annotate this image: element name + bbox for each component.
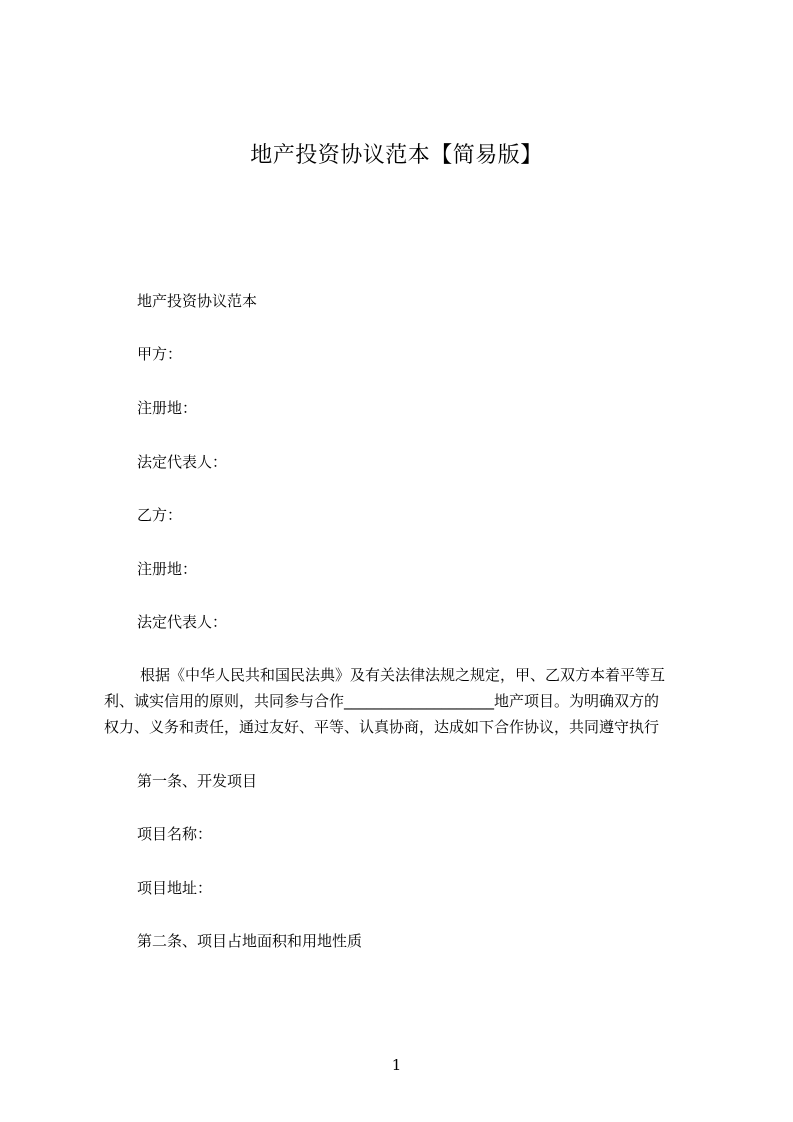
party-b-registered-address-label: 注册地： [137,560,198,578]
party-b-legal-representative-label: 法定代表人： [137,613,228,631]
page-number: 1 [391,1056,402,1074]
preamble-line-3: 权力、义务和责任，通过友好、平等、认真协商，达成如下合作协议，共同遵守执行 [104,718,660,736]
party-a-registered-address-label: 注册地： [137,399,198,417]
party-a-label: 甲方： [137,345,183,363]
page-title: 地产投资协议范本【简易版】 [250,143,543,168]
document-subtitle: 地产投资协议范本 [137,292,258,310]
preamble-line-1: 根据《中华人民共和国民法典》及有关法律法规之规定，甲、乙双方本着平等互 [140,666,666,684]
article-1-heading: 第一条、开发项目 [137,772,258,790]
preamble-line-2: 利、诚实信用的原则，共同参与合作____________________地产项目。为明确双方的 [104,692,660,710]
party-a-legal-representative-label: 法定代表人： [137,453,228,471]
party-b-label: 乙方： [137,506,183,524]
project-address-label: 项目地址： [137,879,213,897]
article-2-heading: 第二条、项目占地面积和用地性质 [137,932,363,950]
project-name-label: 项目名称： [137,825,213,843]
